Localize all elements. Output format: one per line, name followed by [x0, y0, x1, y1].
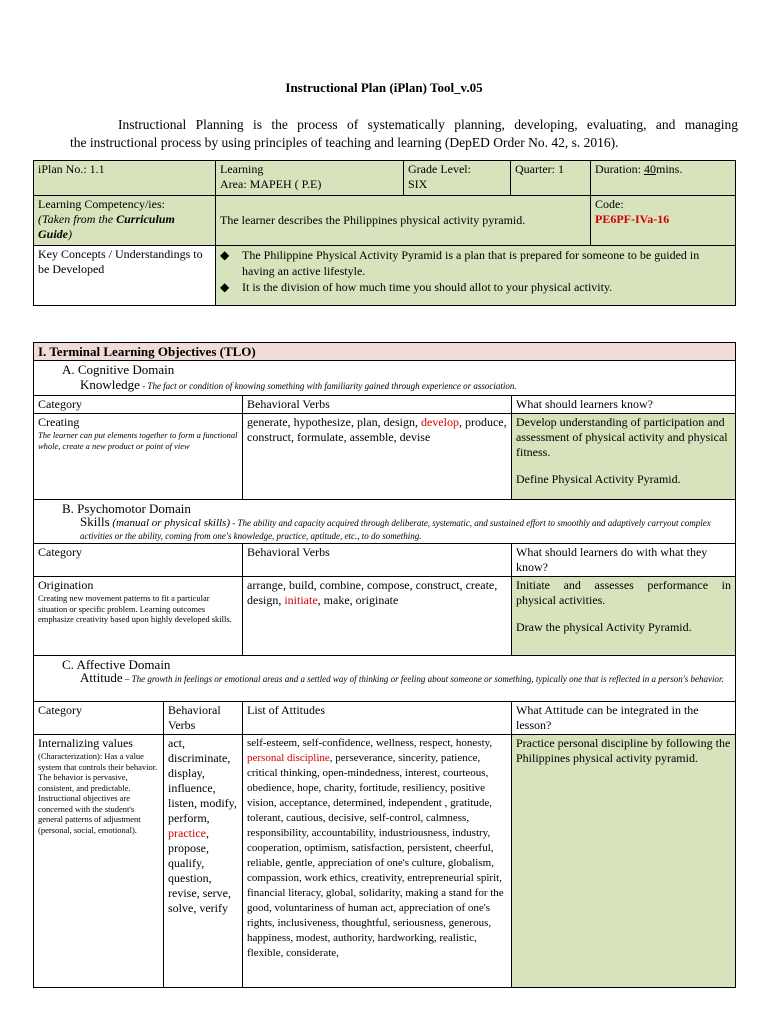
competency-note-suffix: ) — [68, 227, 72, 241]
col-verbs-label: Behavioral Verbs — [247, 545, 330, 559]
cognitive-col-know — [512, 396, 736, 414]
tlo-table — [33, 342, 736, 988]
attitudes-b: , perseverance, sincerity, patience, critical thinking, open-mindedness, interest, courteous, obedience, hope, charity, fortitude, resiliency, positive vision, acceptance, determined, independent , gratitude, tolerant, cautious, decisive, self-control, calmness, responsibility, accountability, industriousness, industry, cooperation, optimism, satisfaction, persistent, cheerful, reliable, gentle, appreciation of one's culture, globalism, compassion, work ethics, creativity, entrepreneurial spirit, financial literacy, global, solidarity, making a stand for the good, voluntariness of human act, appreciation of one's rights, inclusiveness, thoughtful, seriousness, generous, happiness, modest, authority, hardworking, realistic, flexible, considerate, — [247, 752, 504, 959]
psychomotor-domain-title: B. Psychomotor Domain — [62, 501, 191, 516]
key-concept-item — [220, 279, 731, 295]
key-concepts-label: Key Concepts / Understandings to be Developed — [38, 247, 203, 276]
code-value: PE6PF-IVa-16 — [595, 212, 670, 226]
affective-verbs-b: , propose, qualify, question, revise, serve, solve, verify — [168, 826, 231, 915]
cognitive-verbs-cell — [243, 414, 512, 500]
do-item-1: Initiate and assesses performance in physical activities. — [516, 578, 731, 607]
origination-title: Origination — [38, 578, 94, 592]
know-item-2: Define Physical Activity Pyramid. — [516, 472, 681, 486]
skills-paren: (manual or physical skills) — [109, 517, 231, 529]
info-table — [33, 160, 736, 306]
competency-text: The learner describes the Philippines physical activity pyramid. — [220, 213, 526, 227]
internalizing-title: Internalizing values — [38, 736, 133, 750]
diamond-bullet-icon: ◆ — [220, 280, 230, 294]
intro-line-2: the instructional process by using principles of teaching and learning (DepED Order No. 42, s. 2016). — [70, 135, 619, 150]
competency-label: Learning Competency/ies: — [38, 197, 165, 211]
affective-verbs-highlight: practice — [168, 826, 206, 840]
document-title: Instructional Plan (iPlan) Tool_v.05 — [285, 80, 483, 95]
competency-note-bold: Curriculum Guide — [38, 212, 175, 241]
cognitive-domain-cell — [34, 361, 736, 396]
key-concepts-cell — [216, 246, 736, 306]
do-item-2: Draw the physical Activity Pyramid. — [516, 620, 692, 634]
knowledge-label: Knowledge — [80, 377, 140, 392]
psychomotor-do-cell — [512, 577, 736, 656]
cognitive-verbs-a: generate, hypothesize, plan, design, — [247, 415, 421, 429]
attitudes-a: self-esteem, self-confidence, wellness, respect, honesty, — [247, 737, 493, 749]
col-do-label: What should learners do with what they know? — [516, 545, 708, 574]
iplan-no: iPlan No.: 1.1 — [38, 162, 105, 176]
col-category-label: Category — [38, 397, 82, 411]
psychomotor-verbs-b: , make, originate — [317, 593, 399, 607]
origination-cell — [34, 577, 243, 656]
attitudes-highlight: personal discipline — [247, 752, 330, 764]
attitudes-list-cell — [243, 735, 512, 988]
creating-title: Creating — [38, 415, 80, 429]
affective-domain-cell — [34, 656, 736, 702]
cognitive-domain-title: A. Cognitive Domain — [62, 362, 175, 377]
internalizing-cell — [34, 735, 164, 988]
grade-level-value: SIX — [408, 177, 428, 191]
cognitive-verbs-b: , produce, construct, formulate, assemble, devise — [247, 415, 507, 444]
duration-cell — [591, 161, 736, 196]
psychomotor-domain-cell — [34, 500, 736, 544]
iplan-no-cell — [34, 161, 216, 196]
learning-area-value: Area: MAPEH ( P.E) — [220, 177, 322, 191]
affective-verbs-cell — [164, 735, 243, 988]
duration-value: 40 — [644, 162, 656, 176]
internalizing-desc: (Characterization): Has a value system that controls their behavior. The behavior is pervasive, consistent, and predictable. Instructional objectives are concerned with the student's general patterns of adjustment (personal, social, emotional). — [38, 751, 158, 835]
competency-label-cell — [34, 196, 216, 246]
key-concept-text: The Philippine Physical Activity Pyramid is a plan that is prepared for someone to be guided in having an active lifestyle. — [242, 248, 700, 278]
competency-note — [38, 212, 211, 242]
attitude-label: Attitude — [80, 670, 123, 685]
learning-area-label: Learning — [220, 162, 264, 176]
grade-level-label: Grade Level: — [408, 162, 471, 176]
duration-label: Duration: — [595, 162, 644, 176]
col-verbs-label: Behavioral Verbs — [247, 397, 330, 411]
cognitive-verbs-highlight: develop — [420, 415, 459, 429]
intro-paragraph — [70, 116, 738, 152]
col-know-label: What should learners know? — [516, 397, 653, 411]
psychomotor-verbs-cell — [243, 577, 512, 656]
psychomotor-col-verbs — [243, 544, 512, 577]
creating-desc: The learner can put elements together to form a functional whole, create a new product or point of view — [38, 430, 238, 451]
integrate-text: Practice personal discipline by following the Philippines physical activity pyramid. — [516, 736, 731, 765]
psychomotor-col-do — [512, 544, 736, 577]
quarter-value: Quarter: 1 — [515, 162, 564, 176]
col-verbs-label: Behavioral Verbs — [168, 703, 221, 732]
skills-desc: - The ability and capacity acquired through deliberate, systematic, and sustained effort to smoothly and adaptively carryout complex activities or the ability, coming from one's knowledge, practice, aptitude, etc., to do something. — [80, 518, 711, 541]
cognitive-know-cell — [512, 414, 736, 500]
col-category-label: Category — [38, 545, 82, 559]
col-attitudes-label: List of Attitudes — [247, 703, 325, 717]
diamond-bullet-icon: ◆ — [220, 248, 230, 262]
cognitive-col-category — [34, 396, 243, 414]
affective-col-integrate — [512, 702, 736, 735]
col-integrate-label: What Attitude can be integrated in the lesson? — [516, 703, 699, 732]
psychomotor-verbs-a: arrange, build, combine, compose, construct, create, design, — [247, 578, 498, 607]
creating-cell — [34, 414, 243, 500]
key-concept-text: It is the division of how much time you should allot to your physical activity. — [242, 280, 613, 294]
psychomotor-verbs-highlight: initiate — [284, 593, 318, 607]
affective-domain-title: C. Affective Domain — [62, 657, 171, 672]
skills-label: Skills — [80, 514, 110, 529]
competency-text-cell — [216, 196, 591, 246]
duration-unit: mins. — [656, 162, 683, 176]
code-cell — [591, 196, 736, 246]
key-concepts-label-cell — [34, 246, 216, 306]
col-category-label: Category — [38, 703, 82, 717]
affective-col-category — [34, 702, 164, 735]
learning-area-cell — [216, 161, 404, 196]
key-concept-item — [220, 247, 731, 279]
cognitive-col-verbs — [243, 396, 512, 414]
grade-level-cell — [404, 161, 511, 196]
tlo-header-text: I. Terminal Learning Objectives (TLO) — [38, 344, 256, 359]
attitude-desc: – The growth in feelings or emotional areas and a settled way of thinking or feeling about someone or something, typically one that is reflected in a person's behavior. — [122, 674, 724, 684]
integrate-cell — [512, 735, 736, 988]
intro-line-1: Instructional Planning is the process of systematically planning, developing, evaluating, and managing — [118, 117, 738, 132]
tlo-header — [34, 343, 736, 361]
knowledge-desc: - The fact or condition of knowing something with familiarity gained through experience or association. — [139, 381, 517, 391]
origination-desc: Creating new movement patterns to fit a particular situation or specific problem. Learning outcomes emphasize creativity based upon highly developed skills. — [38, 593, 232, 624]
psychomotor-col-category — [34, 544, 243, 577]
code-label: Code: — [595, 197, 624, 211]
affective-col-attitudes — [243, 702, 512, 735]
quarter-cell — [511, 161, 591, 196]
know-item-1: Develop understanding of participation and assessment of physical activity and physical fitness. — [516, 415, 728, 459]
affective-verbs-a: act, discriminate, display, influence, listen, modify, perform, — [168, 736, 237, 825]
competency-note-prefix: (Taken from the — [38, 212, 117, 226]
affective-col-verbs — [164, 702, 243, 735]
